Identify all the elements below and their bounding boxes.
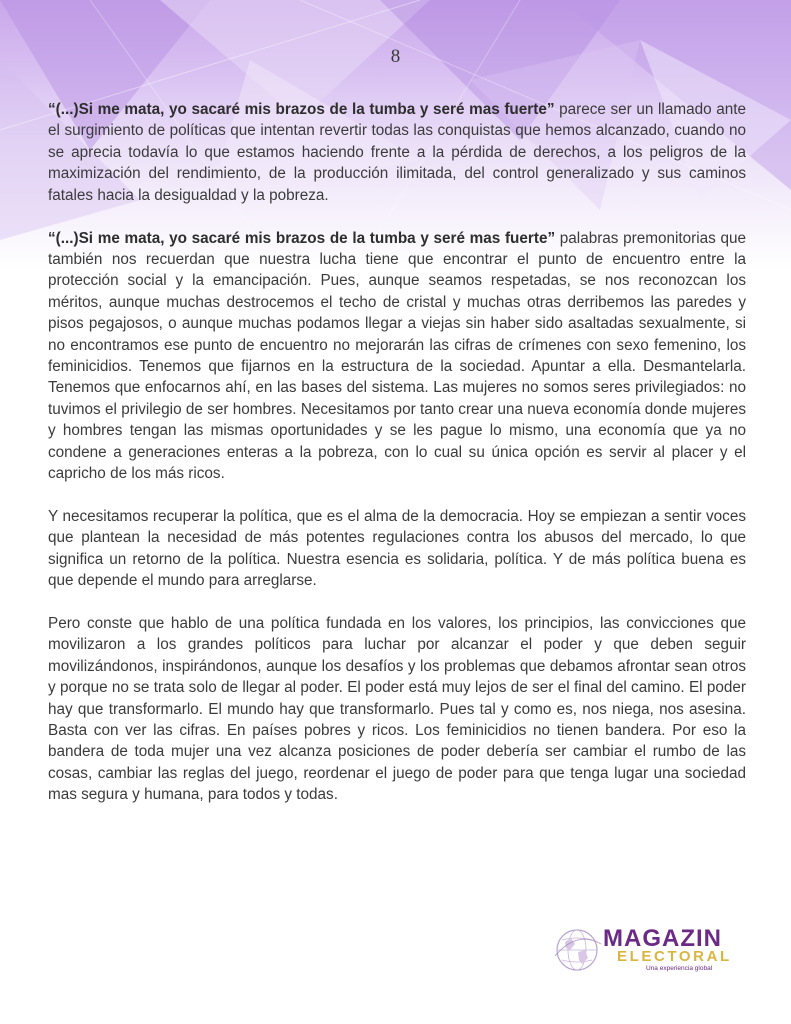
paragraph-2-text: palabras premonitorias que también nos recuerdan que nuestra lucha tiene que encontrar el punto de encuentro entre la protección social y la emancipación. Pues, aunque seamos respetadas, se nos reconozcan los méritos, aunque muchas destrocemos el techo de cristal y muchas otras derribemos las paredes y pisos pegajosos, o aunque muchas podamos llegar a viejas sin haber sido asaltadas sexualmente, si no encontramos ese punto de encuentro no mejorarán las cifras de crímenes con sexo femenino, los feminicidios. Tenemos que fijarnos en la estructura de la sociedad. Apuntar a ella. Desmantelarla. Tenemos que enfocarnos ahí, en las bases del sistema. Las mujeres no somos seres privilegiados: no tuvimos el privilegio de ser hombres. Necesitamos por tanto crear una nueva economía donde mujeres y hombres tengan las mismas oportunidades y se les pague lo mismo, una economía que ya no condene a generaciones enteras a la pobreza, con lo cual su única opción es servir al placer y el capricho de los más ricos.	[48, 229, 746, 482]
paragraph-3-text: Y necesitamos recuperar la política, que es el alma de la democracia. Hoy se empiezan a sentir voces que plantean la necesidad de más potentes regulaciones contra los abusos del mercado, lo que significa un retorno de la política. Nuestra esencia es solidaria, política. Y de más política buena es que depende el mundo para arreglarse.	[48, 507, 746, 590]
paragraph-1-text: parece ser un llamado ante el surgimiento de políticas que intentan revertir todas las conquistas que hemos alcanzado, cuando no se aprecia todavía lo que estamos haciendo frente a la pérdida de derechos, a los peligros de la maximización del rendimiento, de la producción ilimitada, del control generalizado y sus caminos fatales hacia la desigualdad y la pobreza.	[48, 101, 746, 204]
paragraph-4	[48, 613, 746, 806]
paragraph-3	[48, 506, 746, 592]
paragraph-2-quote: “(...)Si me mata, yo sacaré mis brazos de la tumba y seré mas fuerte”	[48, 229, 556, 247]
logo-title: MAGAZIN	[603, 925, 722, 952]
magazin-electoral-logo	[553, 924, 733, 980]
paragraph-1-quote: “(...)Si me mata, yo sacaré mis brazos de la tumba y seré mas fuerte”	[48, 101, 555, 118]
logo-subtitle: ELECTORAL	[617, 948, 732, 965]
logo-tagline: Una experiencia global	[646, 965, 713, 972]
paragraph-4-text: Pero conste que hablo de una política fundada en los valores, los principios, las convicciones que movilizaron a los grandes políticos para luchar por alcanzar el poder y que deben seguir movilizándonos, inspirándonos, aunque los desafíos y los problemas que debamos afrontar sean otros y porque no se trata solo de llegar al poder. El poder está muy lejos de ser el final del camino. El poder hay que transformarlo. El mundo hay que transformarlo. Pues tal y como es, nos niega, nos asesina. Basta con ver las cifras. En países pobres y ricos. Los feminicidios no tienen bandera. Por eso la bandera de toda mujer una vez alcanza posiciones de poder debería ser cambiar el rumbo de las cosas, cambiar las reglas del juego, reordenar el juego de poder para que tenga lugar una sociedad mas segura y humana, para todos y todas.	[48, 615, 746, 804]
paragraph-2	[48, 228, 746, 485]
paragraph-1	[48, 99, 746, 206]
page-number: 8	[390, 46, 401, 67]
globe-icon	[553, 924, 605, 976]
article-body	[48, 99, 746, 827]
